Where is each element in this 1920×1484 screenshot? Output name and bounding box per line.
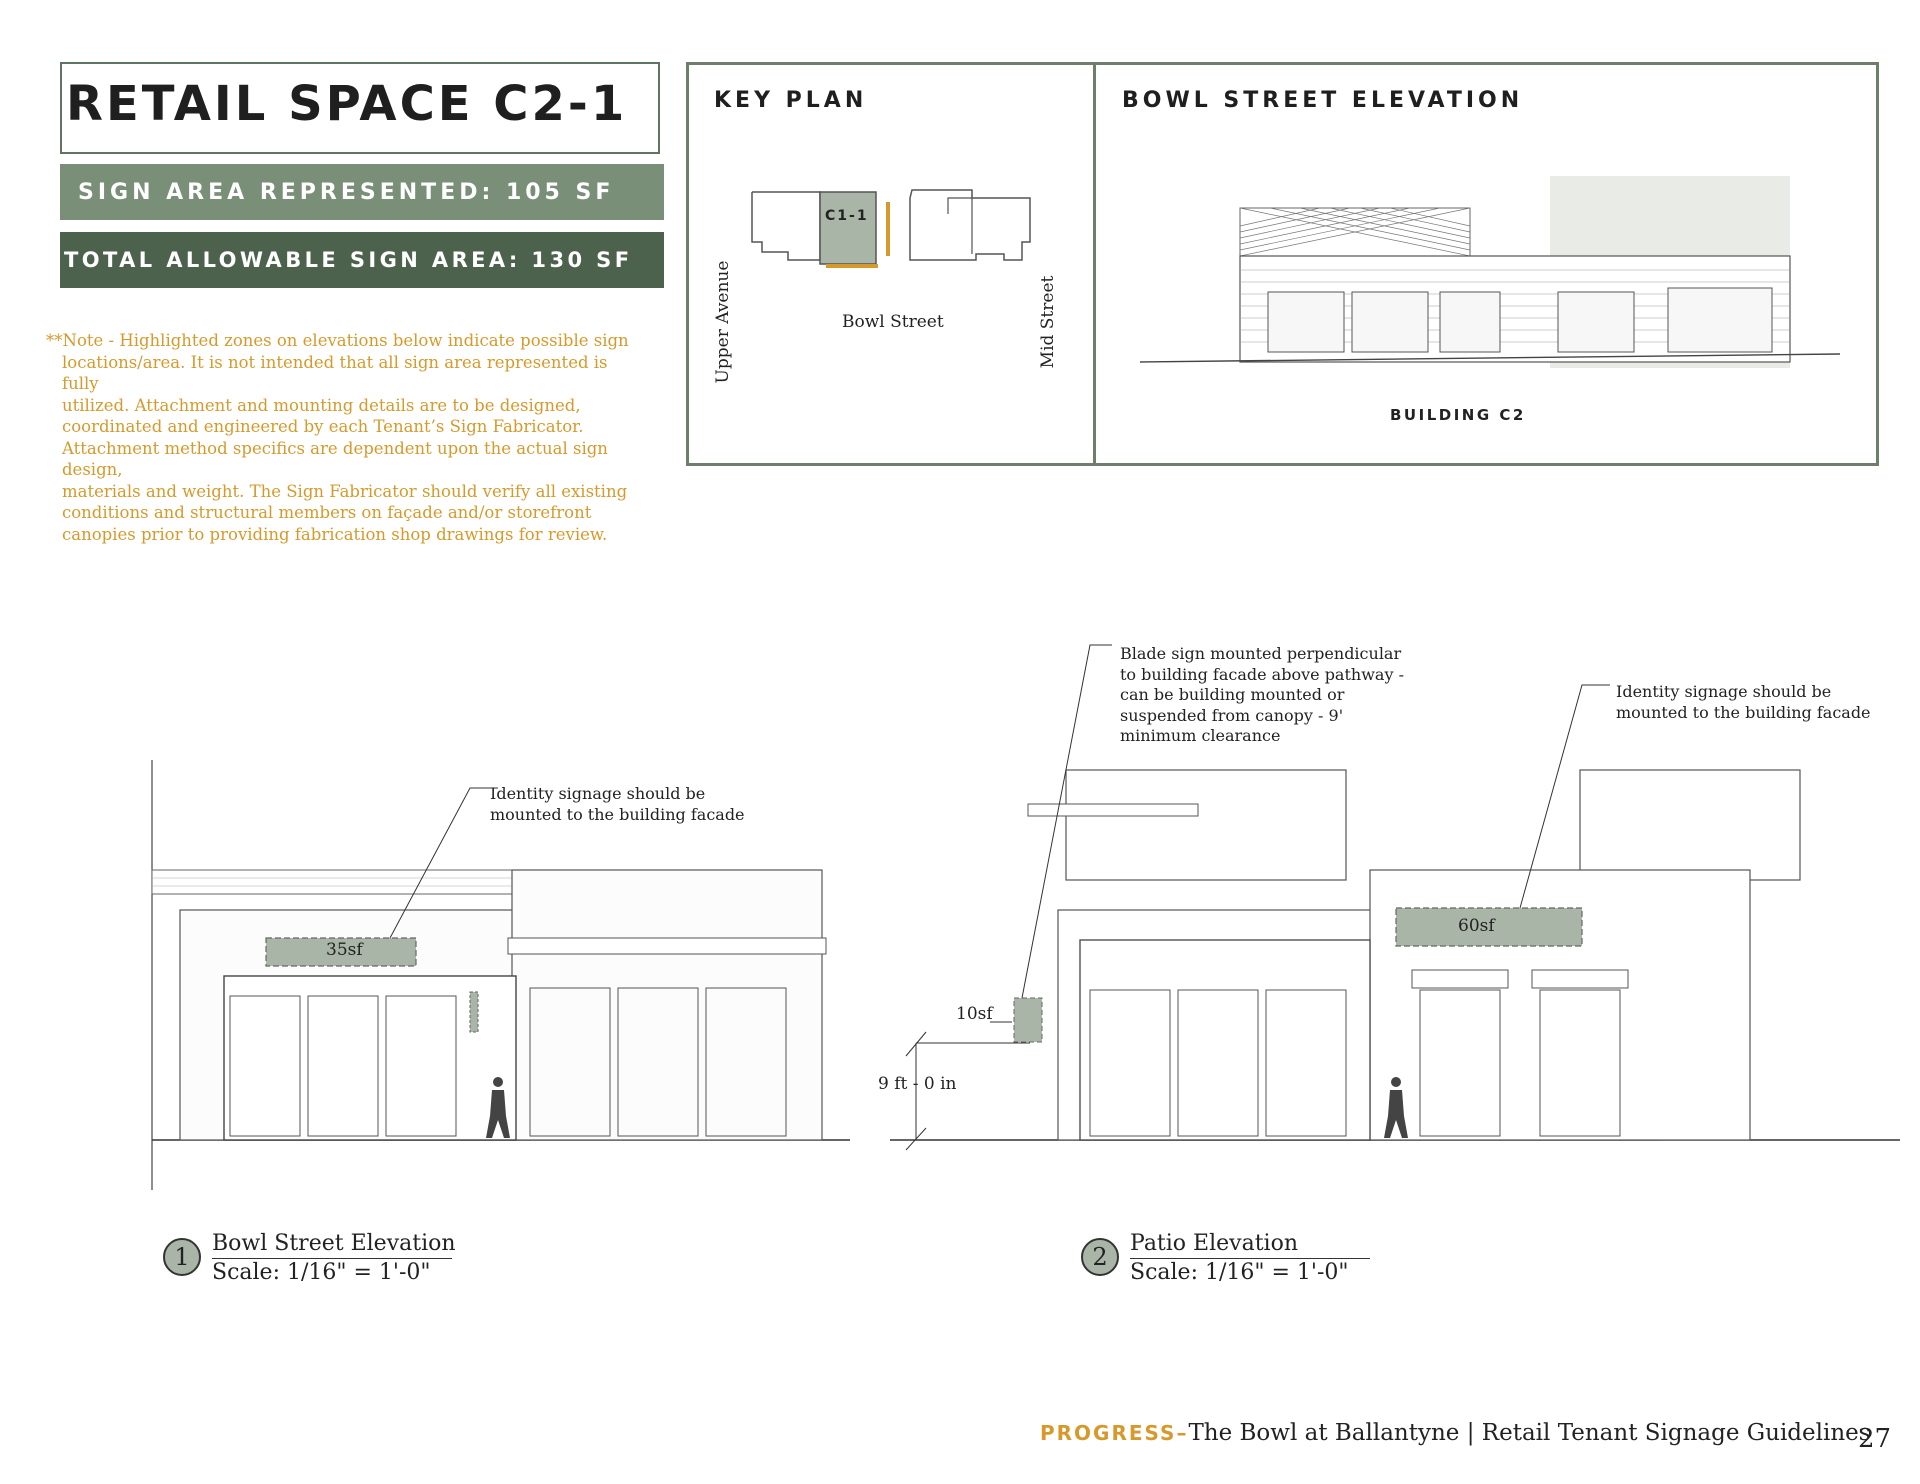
callout-line: Blade sign mounted perpendicular: [1120, 644, 1402, 663]
building-c2-label: BUILDING C2: [1390, 406, 1526, 424]
key-plan-unit-label: C1-1: [825, 208, 869, 224]
key-plan-building-right-inner: [948, 198, 972, 254]
note-line: locations/area. It is not intended that all sign area represented is fully: [62, 352, 608, 393]
elevation-1-number: 1: [163, 1238, 201, 1276]
footer: [1040, 1420, 1871, 1446]
storefront-5: [1668, 288, 1772, 352]
elevation-2-title: Patio Elevation: [1130, 1231, 1298, 1256]
callout-line: Identity signage should be: [1616, 682, 1832, 701]
clearance-label: 9 ft - 0 in: [878, 1074, 957, 1094]
roof-structure-right: [1580, 770, 1800, 880]
elevation-1-callout: [490, 784, 745, 825]
callout-line: minimum clearance: [1120, 726, 1281, 745]
note-line: materials and weight. The Sign Fabricator should verify all existing: [62, 481, 628, 501]
bowl-street-elevation-heading: BOWL STREET ELEVATION: [1122, 88, 1524, 113]
note-line: coordinated and engineered by each Tenant’s Sign Fabricator.: [62, 417, 584, 436]
callout-line: mounted to the building facade: [490, 804, 745, 824]
key-plan-street-right: Mid Street: [1038, 275, 1058, 369]
key-plan-building-left: [752, 192, 820, 260]
callout-line: can be building mounted or: [1120, 685, 1345, 704]
note-line: canopies prior to providing fabrication shop drawings for review.: [62, 524, 608, 544]
elevation-1-scale: Scale: 1/16" = 1'-0": [212, 1260, 431, 1285]
callout-line: to building facade above pathway -: [1120, 664, 1404, 684]
roof-canopy: [1028, 804, 1198, 816]
door-transom-2: [1532, 970, 1628, 988]
footer-brand: PROGRESS–: [1040, 1421, 1189, 1445]
note-line: Attachment method specifics are dependent upon the actual sign design,: [62, 438, 608, 479]
facade-right: [512, 870, 822, 1140]
canopy: [508, 938, 826, 954]
total-allowable-sign-area-bar: TOTAL ALLOWABLE SIGN AREA: 130 SF: [60, 232, 664, 288]
sign-area-represented-bar: SIGN AREA REPRESENTED: 105 SF: [60, 164, 664, 220]
note-line: conditions and structural members on façade and/or storefront: [62, 503, 592, 522]
storefront-4: [1558, 292, 1634, 352]
callout-line: Identity signage should be: [490, 784, 706, 803]
door-transom-1: [1412, 970, 1508, 988]
storefront-2: [1352, 292, 1428, 352]
elevation-2-underline: [1130, 1258, 1370, 1259]
sign-label-35sf: 35sf: [326, 940, 363, 960]
blade-sign-callout: [1120, 644, 1404, 747]
note-line: utilized. Attachment and mounting details are to be designed,: [62, 395, 581, 415]
building-c2-elevation-drawing: [1140, 170, 1860, 370]
note-line: **Note - Highlighted zones on elevations below indicate possible sign: [46, 331, 629, 350]
callout-line: mounted to the building facade: [1616, 702, 1871, 722]
key-plan-street-bottom: Bowl Street: [842, 312, 944, 332]
vertical-blade-sign: [470, 992, 478, 1032]
footer-text: The Bowl at Ballantyne | Retail Tenant Signage Guidelines: [1188, 1420, 1871, 1446]
storefront-3: [1440, 292, 1500, 352]
storefront-left: [1080, 940, 1370, 1140]
blade-sign-10sf: [1014, 998, 1042, 1042]
key-plan-heading: KEY PLAN: [714, 88, 868, 113]
callout-line: suspended from canopy - 9': [1120, 705, 1344, 725]
bowl-street-elevation-drawing: [140, 760, 860, 1200]
key-plan-street-left: Upper Avenue: [713, 260, 733, 384]
page-title: RETAIL SPACE C2-1: [66, 76, 628, 132]
elevation-2-identity-callout: [1616, 682, 1871, 723]
sign-label-10sf: 10sf: [956, 1004, 993, 1024]
page-number: 27: [1858, 1424, 1892, 1454]
roof-structure-left: [1066, 770, 1346, 880]
elevation-2-number: 2: [1081, 1238, 1119, 1276]
note-paragraph: [46, 330, 646, 545]
storefront-1: [1268, 292, 1344, 352]
key-plan-unit-c1-1: [820, 192, 876, 264]
elevation-1-title: Bowl Street Elevation: [212, 1231, 456, 1256]
elevation-1-underline: [212, 1258, 452, 1259]
key-plan-building-right: [910, 190, 1030, 260]
elevation-2-scale: Scale: 1/16" = 1'-0": [1130, 1260, 1349, 1285]
key-plan-map: [740, 180, 1040, 280]
sign-label-60sf: 60sf: [1458, 916, 1495, 936]
